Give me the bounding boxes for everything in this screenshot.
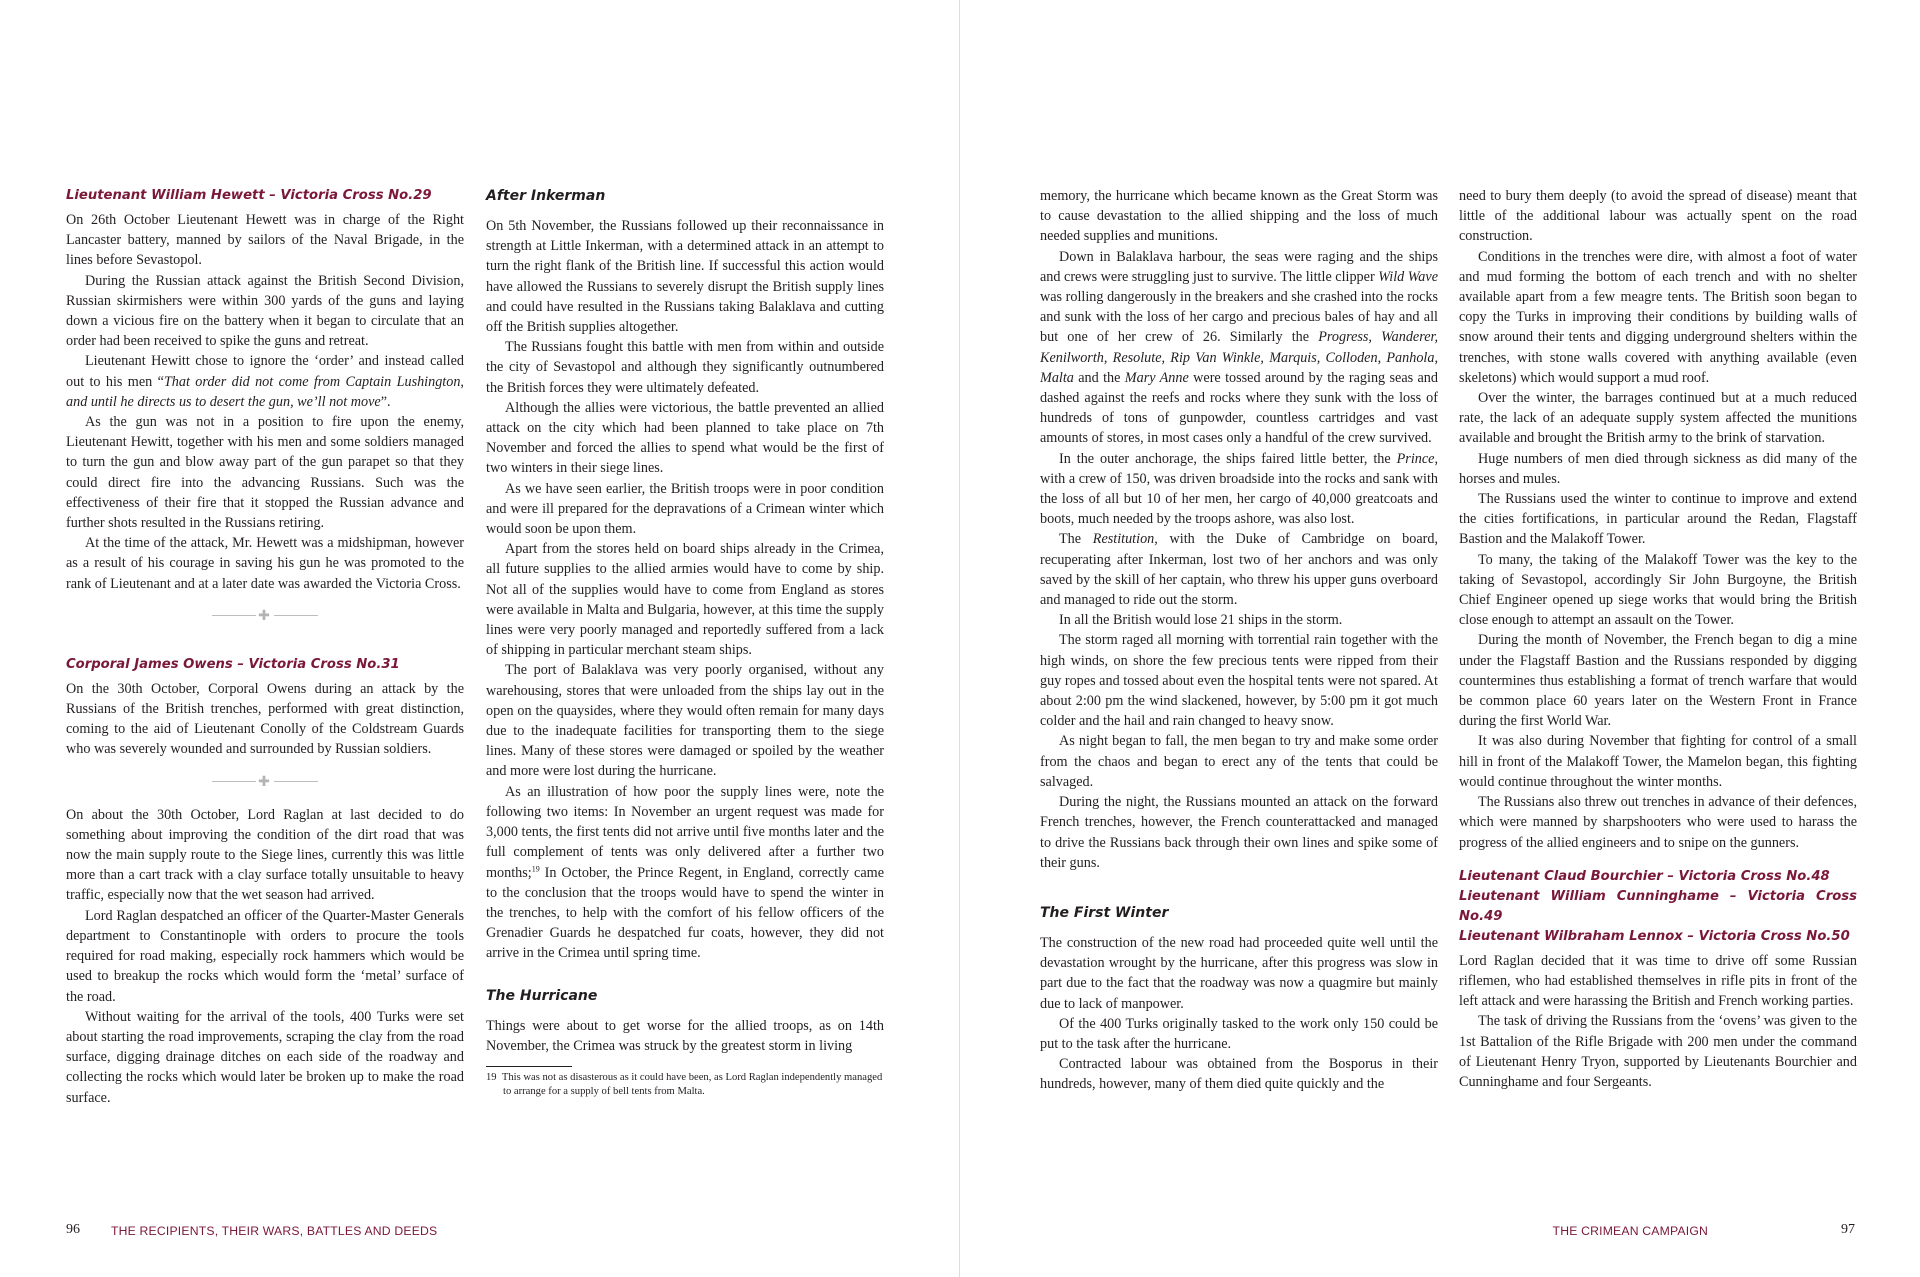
page-gutter [959, 0, 960, 1277]
section-divider [212, 609, 318, 623]
footnote: 19 This was not as disasterous as it could have been, as Lord Raglan independently managed to arrange for a supply of bell tents from Malta. [486, 1071, 883, 1098]
vc-heading-bourchier: Lieutenant Claud Bourchier – Victoria Cross No.48 [1459, 868, 1830, 884]
paragraph: The Russians also threw out trenches in advance of their defences, which were manned by sharpshooters who were used to harass the progress of the allied engineers and to snipe on the gunners. [1459, 794, 1857, 851]
paragraph: During the night, the Russians mounted an attack on the forward French trenches, however, the French counterattacked and managed to drive the Russians back through their own lines and spike some of their guns. [1040, 794, 1438, 871]
right-page-column-1 [1040, 186, 1438, 1095]
paragraph: The Restitution, with the Duke of Cambridge on board, recuperating after Inkerman, lost two of her anchors and was only saved by the skill of her captain, who threw his upper guns overboard and managed to ride out the storm. [1040, 531, 1438, 609]
paragraph: As we have seen earlier, the British troops were in poor condition and were ill prepared for the depravations of a Crimean winter which would soon be upon them. [486, 480, 884, 538]
paragraph: Lord Raglan decided that it was time to drive off some Russian riflemen, who had established themselves in rifle pits in front of the left attack and were harassing the British and French working parties. [1459, 952, 1857, 1010]
paragraph: It was also during November that fighting for control of a small hill in front of the Malakoff Tower, the Mamelon began, this fighting would continue throughout the winter months. [1459, 733, 1857, 790]
paragraph: need to bury them deeply (to avoid the spread of disease) meant that little of the additional labour was actually spent on the road construction. [1459, 188, 1857, 245]
paragraph: As an illustration of how poor the supply lines were, note the following two items: In November an urgent request was made for 3,000 tents, the first tents did not arrive until five months later and the full complement of tents was only delivered after a further two months;$^{19}$ In October, the Prince Regent, in England, correctly came to the conclusion that the troops would have to spend the winter in the trenches, to help with the comfort of his fellow officers of the Grenadier Guards he despatched fur coats, however, they did not arrive in the Crimea until spring time. [486, 783, 884, 962]
paragraph: In the outer anchorage, the ships faired little better, the Prince, with a crew of 150, was driven broadside into the rocks and sank with the loss of all but 10 of her men, her cargo of 40,000 greatcoats and boots, much needed by the troops ashore, was also lost. [1040, 450, 1438, 528]
paragraph: The Russians used the winter to continue to improve and extend the cities fortifications, in particular around the Redan, Flagstaff Bastion and the Malakoff Tower. [1459, 491, 1857, 548]
paragraph: Apart from the stores held on board ships already in the Crimea, all future supplies to the allied armies would have to come by ship. Not all of the supplies would have to come from England as stores were available in Malta and Bulgaria, however, at this time the supply lines were very poorly managed and reportedly suffered from a lack of shipping in particular merchant steam ships. [486, 541, 884, 659]
paragraph: To many, the taking of the Malakoff Tower was the key to the taking of Sevastopol, accordingly Sir John Burgoyne, the British Chief Engineer opened up siege works that would bring the British close enough to attempt an assault on the Tower. [1459, 551, 1857, 629]
cross-ornament-icon: ✚ [258, 773, 270, 790]
paragraph: The construction of the new road had proceeded quite well until the devastation wrought by the hurricane, after this progress was slow in part due to the fact that the roadway was now a quagmire but mainly due to lack of manpower. [1040, 934, 1438, 1012]
paragraph: The task of driving the Russians from the ‘ovens’ was given to the 1st Battalion of the Rifle Brigade with 200 men under the command of Lieutenant Henry Tryon, supported by Lieutenants Bourchier and Cunninghame and four Sergeants. [1459, 1013, 1857, 1090]
paragraph: Over the winter, the barrages continued but at a much reduced rate, the lack of an adequate supply system affected the munitions available and brought the British army to the brink of starvation. [1459, 390, 1857, 447]
left-page-column-1 [66, 186, 464, 1108]
paragraph: Without waiting for the arrival of the tools, 400 Turks were set about starting the road improvements, scraping the clay from the road surface, digging drainage ditches on each side of the roadway and collecting the rocks which would later be broken up to make the road surface. [66, 1008, 464, 1106]
paragraph: Down in Balaklava harbour, the seas were raging and the ships and crews were struggling just to survive. The little clipper Wild Wave was rolling dangerously in the breakers and she crashed into the rocks and sunk with the loss of her cargo and precious bales of hay and all but one of her crew of 26. Similarly the Progress, Wanderer, Kenilworth, Resolute, Rip Van Winkle, Marquis, Colloden, Panhola, Malta and the Mary Anne were tossed around by the raging seas and dashed against the reefs and rocks where they sunk with the loss of hundreds of tons of gunpowder, countless cartridges and vast amounts of stores, in most cases only a handful of the crew survived. [1040, 248, 1439, 447]
paragraph: Of the 400 Turks originally tasked to the work only 150 could be put to the task after the hurricane. [1040, 1015, 1438, 1052]
page-number-left: 96 [66, 1222, 80, 1237]
paragraph: Contracted labour was obtained from the Bosporus in their hundreds, however, many of them died quite quickly and the [1040, 1056, 1438, 1093]
right-page-column-2 [1459, 186, 1857, 1092]
paragraph: During the month of November, the French began to dig a mine under the Flagstaff Bastion and the Russians responded by digging countermines thus establishing a format of trench warfare that would be common place 60 years later on the Western Front in France during the first World War. [1459, 632, 1857, 730]
paragraph: The port of Balaklava was very poorly organised, without any warehousing, stores that were unloaded from the ships lay out in the open on the quaysides, where they would often remain for many days due to the inadequate facilities for transporting them to the siege lines. Many of these stores were damaged or spoiled by the weather and more were lost during the hurricane. [486, 662, 884, 780]
paragraph: On 5th November, the Russians followed up their reconnaissance in strength at Little Inkerman, with a determined attack in an attempt to turn the right flank of the British line. If successful this action would have allowed the Russians to severely disrupt the British supply lines and could have resulted in the Russians taking Balaklava and cutting off the British supplies altogether. [486, 218, 884, 336]
paragraph: On 26th October Lieutenant Hewett was in charge of the Right Lancaster battery, manned by sailors of the Naval Brigade, in the lines before Sevastopol. [66, 212, 464, 269]
paragraph: Things were about to get worse for the allied troops, as on 14th November, the Crimea was struck by the greatest storm in living [486, 1017, 884, 1054]
paragraph: The Russians fought this battle with men from within and outside the city of Sevastopol and although they significantly outnumbered the British forces they were ultimately defeated. [486, 339, 884, 396]
running-head-left: THE RECIPIENTS, THEIR WARS, BATTLES AND DEEDS [111, 1224, 438, 1238]
footnote-reference: 19 [531, 863, 540, 873]
paragraph: As the gun was not in a position to fire upon the enemy, Lieutenant Hewitt, together with his men and some soldiers managed to turn the gun and blow away part of the gun parapet so that they could direct fire into the advancing Russians. Such was the effectiveness of their fire that it stopped the Russian advance and further shots resulted in the Russians retiring. [66, 414, 464, 532]
quote: That order did not come from Captain Lushington, and until he directs us to desert the gun, we’ll not move [66, 373, 464, 410]
cross-ornament-icon: ✚ [258, 607, 270, 624]
vc-heading-hewett: Lieutenant William Hewett – Victoria Cross No.29 [66, 188, 432, 203]
paragraph: As night began to fall, the men began to try and make some order from the chaos and began to erect any of the tents that could be salvaged. [1040, 733, 1438, 790]
page-number-right: 97 [1841, 1222, 1855, 1237]
paragraph: memory, the hurricane which became known as the Great Storm was to cause devastation to the allied shipping and the loss of much needed supplies and munitions. [1040, 188, 1438, 245]
paragraph: Lord Raglan despatched an officer of the Quarter-Master Generals department to Constantinople with orders to procure the tools required for road making, especially rock hammers which would be used to breakup the rocks which would form the ‘metal’ surface of the road. [66, 907, 464, 1005]
left-page-column-2 [486, 186, 884, 1100]
paragraph: At the time of the attack, Mr. Hewett was a midshipman, however as a result of his courage in saving his gun he was promoted to the rank of Lieutenant and at a later date was awarded the Victoria Cross. [66, 535, 464, 592]
vc-heading-owens: Corporal James Owens – Victoria Cross No.31 [66, 656, 400, 672]
paragraph: On the 30th October, Corporal Owens during an attack by the Russians of the British trenches, performed with great distinction, coming to the aid of Lieutenant Conolly of the Coldstream Guards who was severely wounded and surrounded by Russian soldiers. [66, 680, 464, 758]
section-heading-first-winter: The First Winter [1040, 904, 1169, 921]
running-head-right: THE CRIMEAN CAMPAIGN [1552, 1224, 1708, 1238]
paragraph: Lieutenant Hewitt chose to ignore the ‘order’ and instead called out to his men “That order did not come from Captain Lushington, and until he directs us to desert the gun, we’ll not move”. [66, 353, 464, 410]
paragraph: The storm raged all morning with torrential rain together with the high winds, on shore the few precious tents were ripped from their guy ropes and tossed about even the hospital tents were not spared. At about 2:00 pm the wind slackened, however, by 5:00 pm it got much colder and the hail and rain changed to heavy snow. [1040, 632, 1438, 730]
vc-heading-lennox: Lieutenant Wilbraham Lennox – Victoria Cross No.50 [1459, 928, 1850, 944]
section-divider [212, 775, 318, 789]
footnote-rule [486, 1066, 572, 1067]
paragraph: During the Russian attack against the British Second Division, Russian skirmishers were within 300 yards of the guns and laying down a vicious fire on the battery when it began to circulate that an order had been received to spike the guns and retreat. [66, 272, 464, 350]
paragraph: Conditions in the trenches were dire, with almost a foot of water and mud forming the bottom of each trench and with no shelter available apart from a few meagre tents. The British soon began to copy the Turks in improving their conditions by building walls of snow around their tents and digging underground shelters within the trenches, with stone walls covered with anything available (even skeletons) which would support a mud roof. [1459, 248, 1857, 386]
paragraph: Although the allies were victorious, the battle prevented an allied attack on the city which had been planned to take place on 7th November and forced the allies to spend what would be the first of two winters in their siege lines. [486, 399, 884, 477]
section-heading-hurricane: The Hurricane [486, 987, 598, 1004]
paragraph: In all the British would lose 21 ships in the storm. [1059, 612, 1343, 629]
section-heading-after-inkerman: After Inkerman [486, 188, 606, 204]
vc-heading-cunninghame: Lieutenant William Cunninghame – Victoria Cross No.49 [1459, 888, 1857, 924]
paragraph: Huge numbers of men died through sickness as did many of the horses and mules. [1459, 450, 1857, 487]
vc-heading-group [1459, 867, 1857, 947]
paragraph: On about the 30th October, Lord Raglan at last decided to do something about improving the condition of the dirt road that was now the main supply route to the Siege lines, currently this was little more than a cart track with a clay surface totally unsuitable to heavy traffic, especially now that the wet season had arrived. [66, 806, 464, 904]
